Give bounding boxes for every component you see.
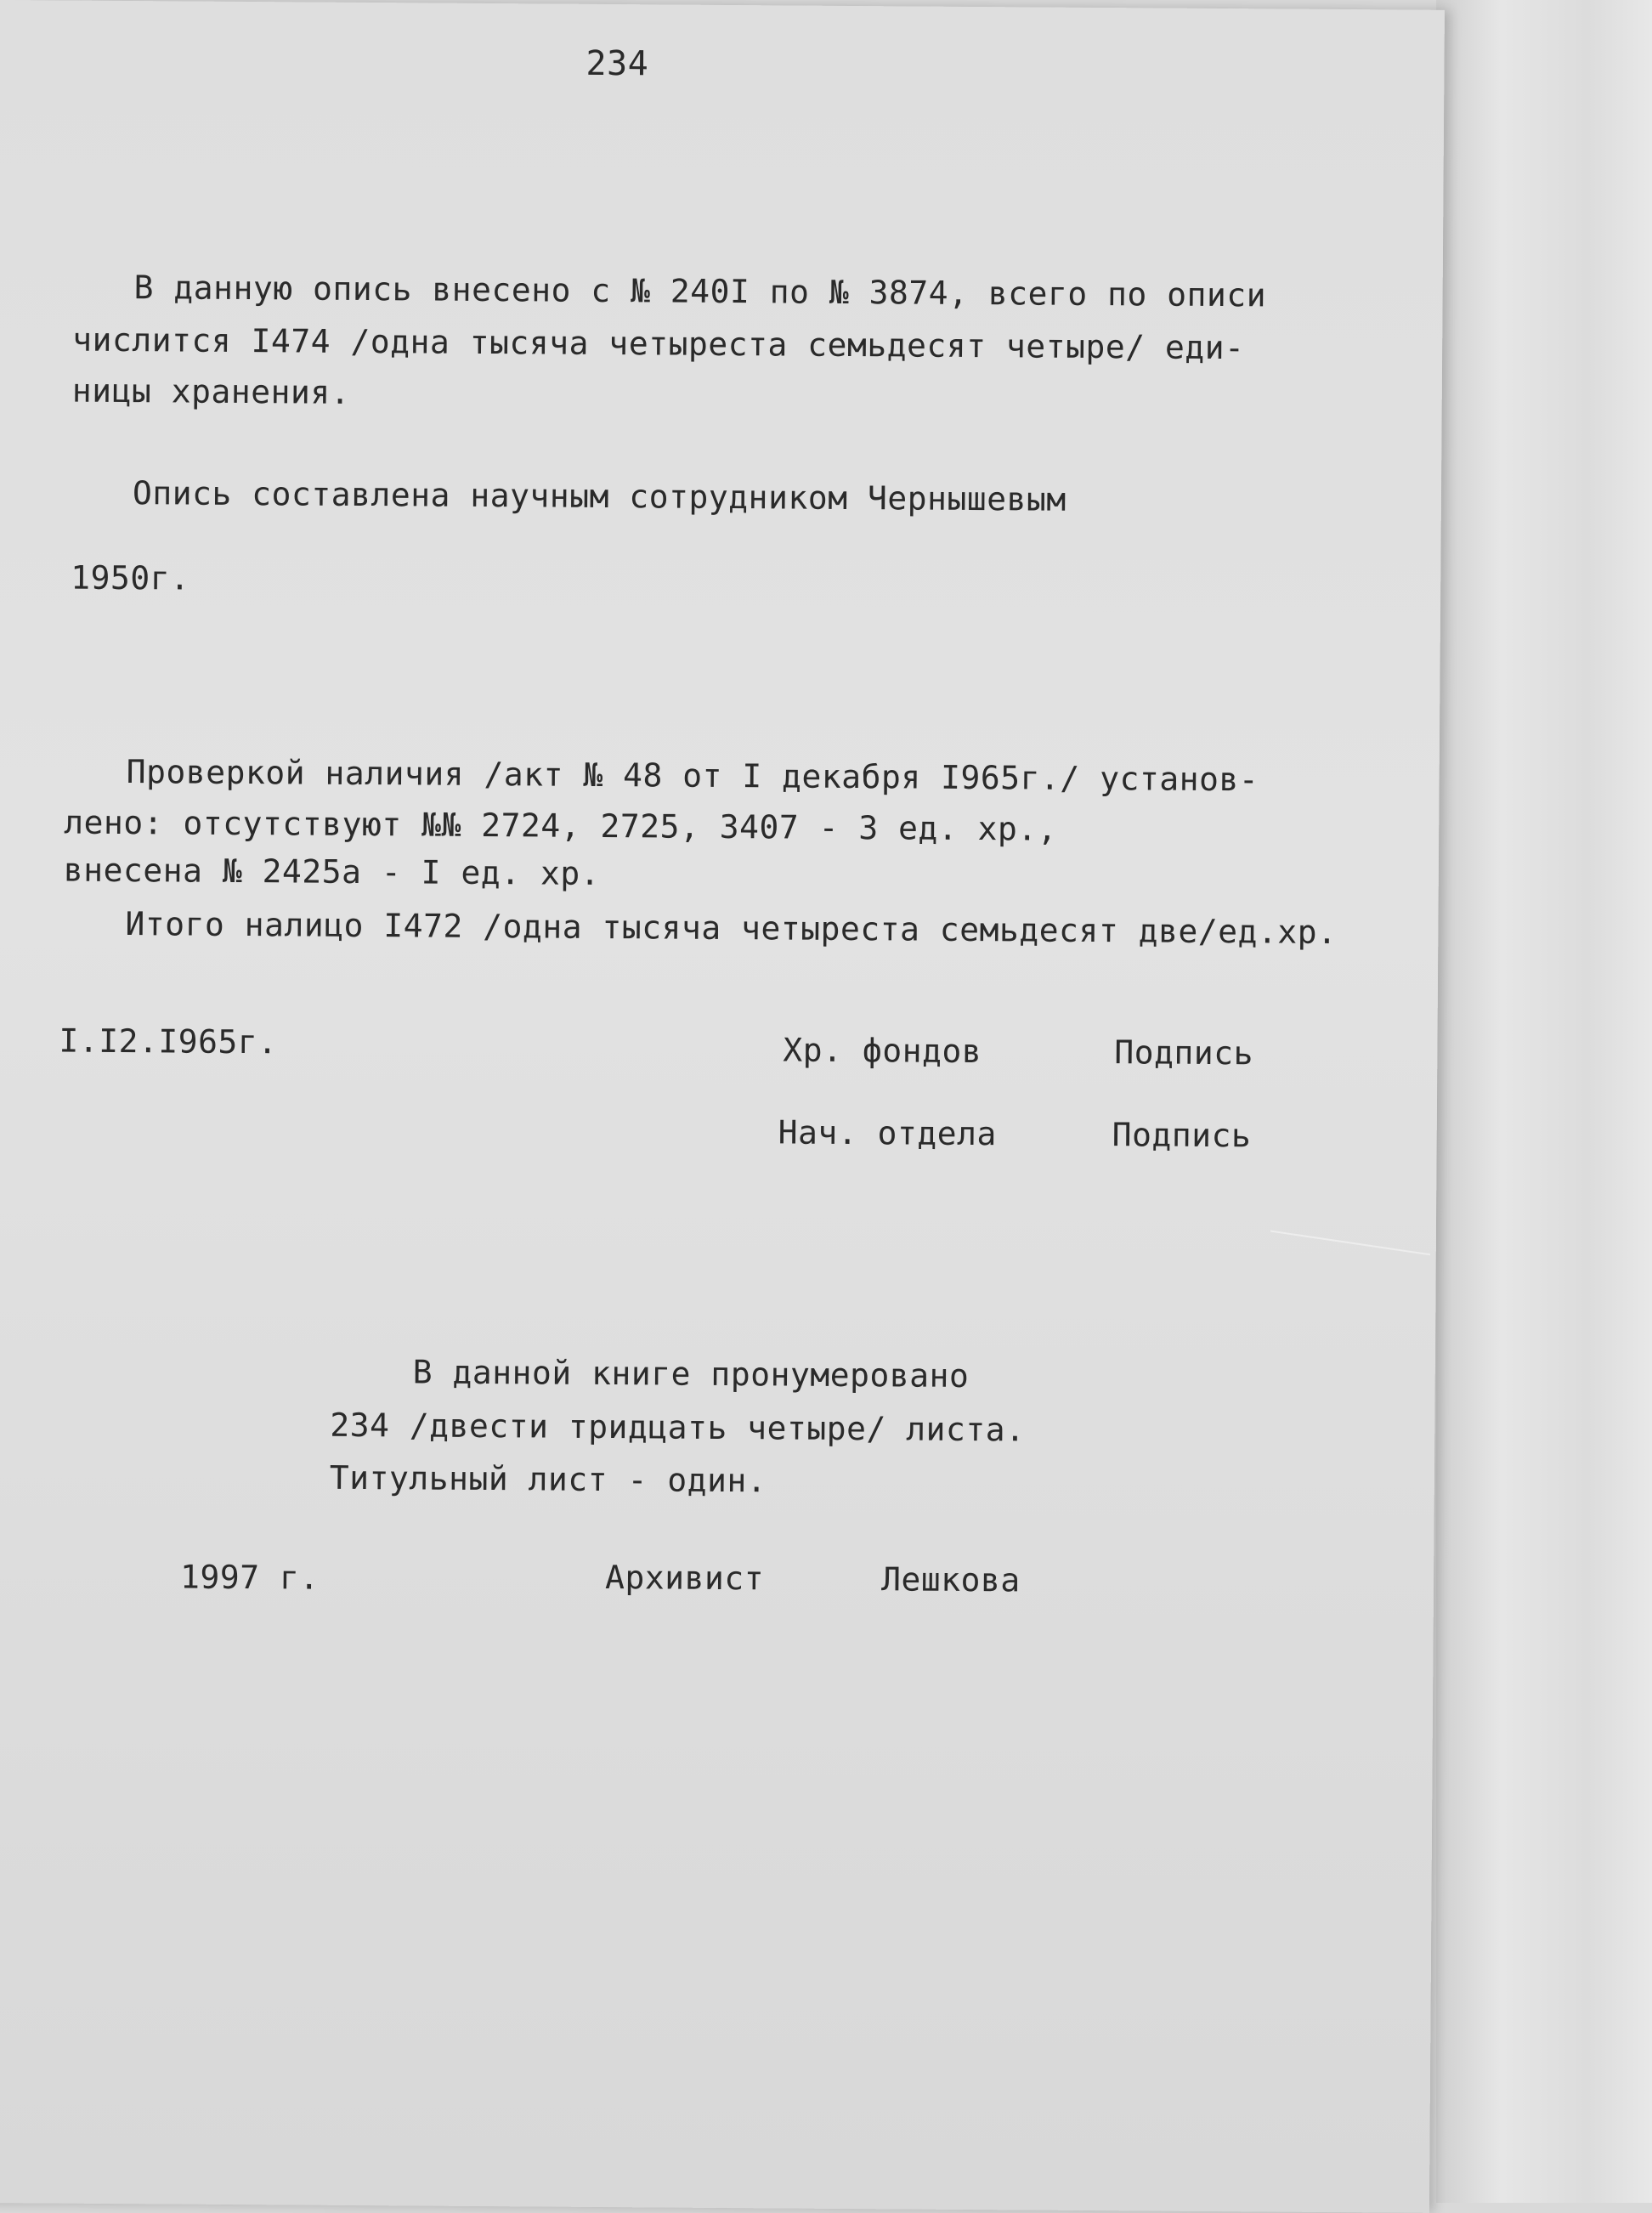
- compiled-year: 1950г.: [71, 558, 190, 597]
- numbering-line-1: В данной книге пронумеровано: [412, 1353, 970, 1395]
- numbering-line-3: Титульный лист - один.: [329, 1458, 767, 1500]
- compiled-by: Опись составлена научным сотрудником Чернышевым: [132, 474, 1066, 518]
- archivist-year: 1997 г.: [179, 1558, 320, 1597]
- archivist-name: Лешкова: [880, 1560, 1021, 1599]
- check-line-1: Проверкой наличия /акт № 48 от I декабря I965г./ установ-: [126, 753, 1259, 799]
- check-date: I.I2.I965г.: [59, 1022, 278, 1061]
- paper-crease: [1263, 1231, 1430, 1306]
- check-line-2: лено: отсутствуют №№ 2724, 2725, 3407 - 3 ед. хр.,: [64, 803, 1058, 848]
- numbering-line-2: 234 /двести тридцать четыре/ листа.: [330, 1406, 1026, 1449]
- inventory-line-1: В данную опись внесено с № 240I по № 3874, всего по описи: [133, 269, 1267, 314]
- inventory-line-3: ницы хранения.: [71, 371, 351, 411]
- signature-role-1: Хр. фондов: [783, 1031, 982, 1071]
- signature-role-2: Нач. отдела: [778, 1113, 998, 1153]
- inventory-line-2: числится I474 /одна тысяча четыреста семьдесят четыре/ еди-: [72, 320, 1245, 367]
- check-line-3: внесена № 2425а - I ед. хр.: [63, 851, 601, 892]
- page-number: 234: [586, 43, 649, 84]
- archivist-role: Архивист: [604, 1559, 765, 1598]
- signature-mark-2: Подпись: [1112, 1116, 1252, 1155]
- background-surface: [1436, 0, 1652, 2203]
- signature-mark-1: Подпись: [1114, 1033, 1254, 1073]
- check-line-4: Итого налицо I472 /одна тысяча четыреста семьдесят две/ед.хр.: [125, 905, 1338, 952]
